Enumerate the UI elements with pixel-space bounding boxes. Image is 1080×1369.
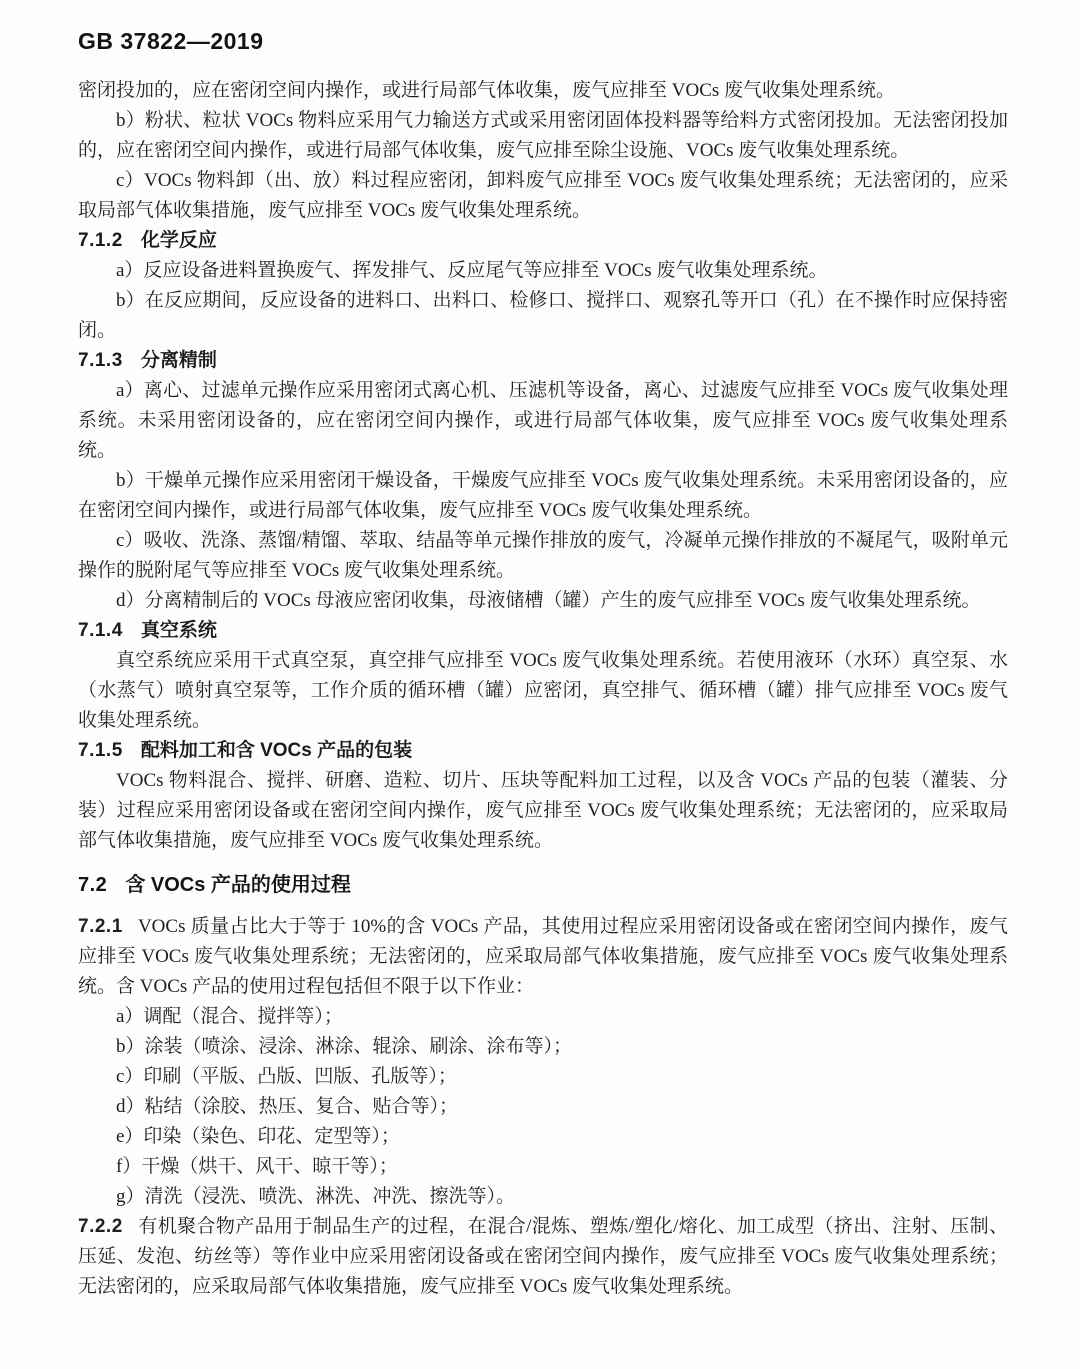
list-item-c-printing: c）印刷（平版、凸版、凹版、孔版等）； <box>116 1066 457 1087</box>
paragraph-continuation: 密闭投加的，应在密闭空间内操作，或进行局部气体收集，废气应排至 VOCs 废气收集处理系统。 <box>78 80 896 101</box>
paragraph-vacuum-system: 真空系统应采用干式真空泵，真空排气应排至 VOCs 废气收集处理系统。若使用液环（水环）真空泵、水（水蒸气）喷射真空泵等，工作介质的循环槽（罐）应密闭，真空排气、循环槽（罐）排气应排至 VOCs 废气收集处理系统。 <box>78 650 1008 731</box>
list-item-a-centrifuge: a）离心、过滤单元操作应采用密闭式离心机、压滤机等设备，离心、过滤废气应排至 VOCs 废气收集处理系统。未采用密闭设备的，应在密闭空间内操作，或进行局部气体收集，废气应排至 VOCs 废气收集处理系统。 <box>78 380 1008 461</box>
paragraph-compounding-packaging: VOCs 物料混合、搅拌、研磨、造粒、切片、压块等配料加工过程，以及含 VOCs 产品的包装（灌装、分装）过程应采用密闭设备或在密闭空间内操作，废气应排至 VOCs 废气收集处理系统；无法密闭的，应采取局部气体收集措施，废气应排至 VOCs 废气收集处理系统。 <box>78 770 1008 851</box>
clause-title: 真空系统 <box>140 620 217 641</box>
list-item-a-reaction: a）反应设备进料置换废气、挥发排气、反应尾气等应排至 VOCs 废气收集处理系统。 <box>116 260 828 281</box>
section-heading-7-2 <box>78 870 1008 900</box>
standard-code-header: GB 37822—2019 <box>78 28 264 54</box>
clause-number: 7.1.2 <box>78 230 123 251</box>
list-item-c-unloading: c）VOCs 物料卸（出、放）料过程应密闭，卸料废气应排至 VOCs 废气收集处理系统；无法密闭的，应采取局部气体收集措施，废气应排至 VOCs 废气收集处理系统。 <box>78 170 1008 221</box>
clause-number: 7.1.3 <box>78 350 123 371</box>
list-item-f-drying: f）干燥（烘干、风干、晾干等）； <box>116 1156 398 1177</box>
list-item-e-dyeing: e）印染（染色、印花、定型等）； <box>116 1126 400 1147</box>
list-item-b-solid-material: b）粉状、粒状 VOCs 物料应采用气力输送方式或采用密闭固体投料器等给料方式密闭投加。无法密闭投加的，应在密闭空间内操作，或进行局部气体收集，废气应排至除尘设施、VOCs 废气收集处理系统。 <box>78 110 1008 161</box>
clause-title: 分离精制 <box>140 350 217 371</box>
section-title: 含 VOCs 产品的使用过程 <box>125 874 351 896</box>
clause-heading-7-1-4 <box>78 616 1008 646</box>
list-item-b-reaction-period: b）在反应期间，反应设备的进料口、出料口、检修口、搅拌口、观察孔等开口（孔）在不操作时应保持密闭。 <box>78 290 1008 341</box>
clause-number: 7.1.4 <box>78 620 123 641</box>
clause-heading-7-1-5 <box>78 736 1008 766</box>
clause-heading-7-1-2 <box>78 226 1008 256</box>
list-item-c-absorption: c）吸收、洗涤、蒸馏/精馏、萃取、结晶等单元操作排放的废气，冷凝单元操作排放的不凝尾气，吸附单元操作的脱附尾气等应排至 VOCs 废气收集处理系统。 <box>78 530 1008 581</box>
clause-text: VOCs 质量占比大于等于 10%的含 VOCs 产品，其使用过程应采用密闭设备或在密闭空间内操作，废气应排至 VOCs 废气收集处理系统；无法密闭的，应采取局部气体收集措施，废气应排至 VOCs 废气收集处理系统。含 VOCs 产品的使用过程包括但不限于以下作业： <box>78 916 1008 997</box>
list-item-d-mother-liquor: d）分离精制后的 VOCs 母液应密闭收集，母液储槽（罐）产生的废气应排至 VOCs 废气收集处理系统。 <box>116 590 981 611</box>
clause-7-2-1-paragraph <box>78 912 1008 1002</box>
clause-number: 7.2.2 <box>78 1216 123 1237</box>
list-item-a-blending: a）调配（混合、搅拌等）； <box>116 1006 343 1027</box>
list-item-b-coating: b）涂装（喷涂、浸涂、淋涂、辊涂、刷涂、涂布等）； <box>116 1036 573 1057</box>
clause-title: 化学反应 <box>140 230 217 251</box>
list-item-b-drying: b）干燥单元操作应采用密闭干燥设备，干燥废气应排至 VOCs 废气收集处理系统。未采用密闭设备的，应在密闭空间内操作，或进行局部气体收集，废气应排至 VOCs 废气收集处理系统。 <box>78 470 1008 521</box>
clause-title: 配料加工和含 VOCs 产品的包装 <box>140 740 413 761</box>
clause-7-2-2-paragraph <box>78 1212 1008 1302</box>
clause-number: 7.1.5 <box>78 740 123 761</box>
clause-text: 有机聚合物产品用于制品生产的过程，在混合/混炼、塑炼/塑化/熔化、加工成型（挤出、注射、压制、压延、发泡、纺丝等）等作业中应采用密闭设备或在密闭空间内操作，废气应排至 VOCs 废气收集处理系统；无法密闭的，应采取局部气体收集措施，废气应排至 VOCs 废气收集处理系统。 <box>78 1216 1008 1297</box>
clause-number: 7.2.1 <box>78 916 123 937</box>
section-number: 7.2 <box>78 874 108 896</box>
list-item-d-bonding: d）粘结（涂胶、热压、复合、贴合等）； <box>116 1096 459 1117</box>
clause-heading-7-1-3 <box>78 346 1008 376</box>
list-item-g-cleaning: g）清洗（浸洗、喷洗、淋洗、冲洗、擦洗等）。 <box>116 1186 516 1207</box>
